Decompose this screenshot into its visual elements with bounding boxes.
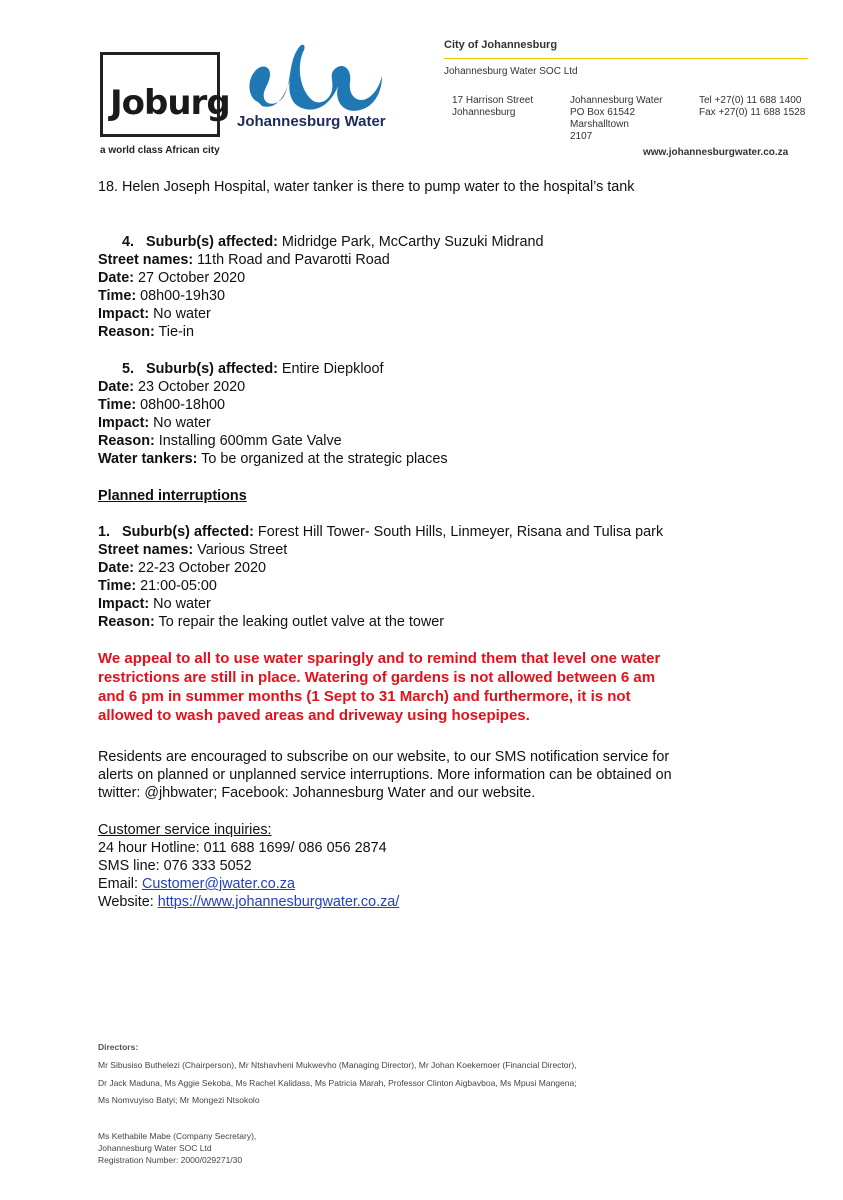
item-4-suburb: 4. Suburb(s) affected: Midridge Park, McCarthy Suzuki Midrand <box>122 234 544 250</box>
appeal-line-3: and 6 pm in summer months (1 Sept to 31 March) and furthermore, it is not <box>98 688 631 705</box>
item-18-text: 18. Helen Joseph Hospital, water tanker is there to pump water to the hospital’s tank <box>98 179 635 195</box>
address-phone-fax: Tel +27(0) 11 688 1400 Fax +27(0) 11 688 1528 <box>699 95 806 118</box>
residents-line-2: alerts on planned or unplanned service interruptions. More information can be obtained on <box>98 767 672 783</box>
directors-line-3: Ms Nomvuyiso Batyi; Mr Mongezi Ntsokolo <box>98 1095 260 1105</box>
planned-1-impact: Impact: No water <box>98 596 211 612</box>
item-4-street: Street names: 11th Road and Pavarotti Road <box>98 252 390 268</box>
residents-line-3: twitter: @jhbwater; Facebook: Johannesburg Water and our website. <box>98 785 536 801</box>
residents-line-1: Residents are encouraged to subscribe on our website, to our SMS notification service for <box>98 749 670 765</box>
planned-1-time: Time: 21:00-05:00 <box>98 578 217 594</box>
registration-number: Registration Number: 2000/029271/30 <box>98 1155 243 1165</box>
customer-service-heading: Customer service inquiries: <box>98 822 272 838</box>
directors-line-2: Dr Jack Maduna, Ms Aggie Sekoba, Ms Rachel Kalidass, Ms Patricia Marah, Professor Clinton Aigbavboa, Ms Mpusi Mangena; <box>98 1078 577 1088</box>
website-row <box>98 893 399 911</box>
header-divider <box>444 58 808 59</box>
city-name: City of Johannesburg <box>444 39 558 51</box>
johannesburg-water-logo-icon <box>240 40 390 120</box>
joburg-logo-text: Joburg <box>110 83 230 123</box>
appeal-line-2: restrictions are still in place. Watering of gardens is not allowed between 6 am <box>98 669 656 686</box>
email-link[interactable]: Customer@jwater.co.za <box>141 876 295 892</box>
item-4-impact: Impact: No water <box>98 306 211 322</box>
planned-interruptions-heading: Planned interruptions <box>98 488 247 504</box>
address-postal: Johannesburg Water PO Box 61542 Marshalltown 2107 <box>570 95 663 142</box>
planned-1-suburb: 1. Suburb(s) affected: Forest Hill Tower- South Hills, Linmeyer, Risana and Tulisa park <box>98 524 664 540</box>
item-5-date: Date: 23 October 2020 <box>98 379 246 395</box>
item-5-suburb: 5. Suburb(s) affected: Entire Diepkloof <box>122 361 384 377</box>
item-4-date: Date: 27 October 2020 <box>98 270 246 286</box>
planned-1-date: Date: 22-23 October 2020 <box>98 560 266 576</box>
address-street: 17 Harrison Street Johannesburg <box>452 95 534 118</box>
planned-1-street: Street names: Various Street <box>98 542 288 558</box>
header-website: www.johannesburgwater.co.za <box>643 147 789 158</box>
item-5-impact: Impact: No water <box>98 415 211 431</box>
planned-1-reason: Reason: To repair the leaking outlet valve at the tower <box>98 614 445 630</box>
directors-heading: Directors: <box>98 1042 139 1052</box>
email-row <box>98 875 295 893</box>
website-link[interactable]: https://www.johannesburgwater.co.za/ <box>157 894 400 910</box>
hotline-text: 24 hour Hotline: 011 688 1699/ 086 056 2874 <box>98 840 387 856</box>
item-5-tankers: Water tankers: To be organized at the strategic places <box>98 451 448 467</box>
item-4-reason: Reason: Tie-in <box>98 324 194 340</box>
secretary-line-1: Ms Kethabile Mabe (Company Secretary), <box>98 1131 257 1141</box>
company-name: Johannesburg Water SOC Ltd <box>444 66 578 77</box>
joburg-tagline: a world class African city <box>100 145 220 156</box>
email-label: Email: <box>98 876 142 892</box>
website-label: Website: <box>98 894 158 910</box>
appeal-line-1: We appeal to all to use water sparingly and to remind them that level one water <box>98 650 661 667</box>
item-5-reason: Reason: Installing 600mm Gate Valve <box>98 433 342 449</box>
item-4-time: Time: 08h00-19h30 <box>98 288 225 304</box>
johannesburg-water-logo-name: Johannesburg Water <box>237 113 386 130</box>
sms-line-text: SMS line: 076 333 5052 <box>98 858 252 874</box>
directors-line-1: Mr Sibusiso Buthelezi (Chairperson), Mr Ntshavheni Mukwevho (Managing Director), Mr Johan Koekemoer (Financial Director), <box>98 1060 577 1070</box>
secretary-line-2: Johannesburg Water SOC Ltd <box>98 1143 212 1153</box>
appeal-line-4: allowed to wash paved areas and driveway using hosepipes. <box>98 707 530 724</box>
item-5-time: Time: 08h00-18h00 <box>98 397 225 413</box>
